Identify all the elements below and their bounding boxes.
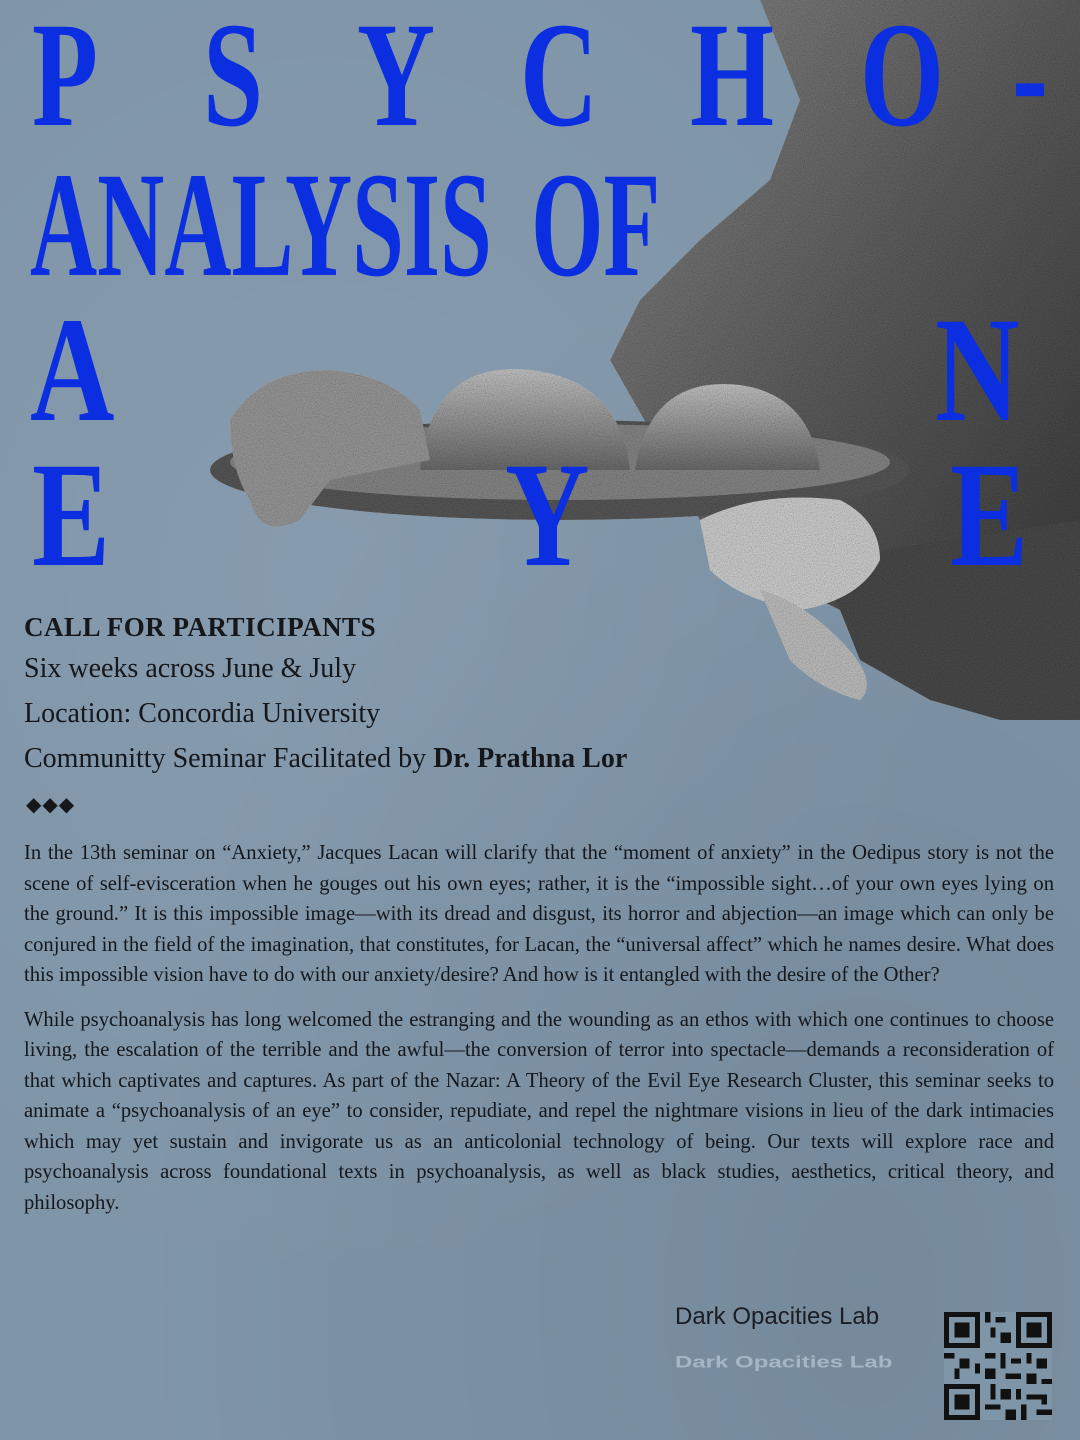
title-letter-n: N [935, 287, 1020, 453]
description [24, 838, 1054, 1232]
facilitator-prefix: Communitty Seminar Facilitated by [24, 743, 434, 774]
title-letter-c: C [520, 0, 598, 158]
lab-name: Dark Opacities Lab [675, 1303, 880, 1330]
location-line: Location: Concordia University [24, 698, 381, 729]
paragraph-1: In the 13th seminar on “Anxiety,” Jacques Lacan will clarify that the “moment of anxiety” in the Oedipus story is not the scene of self-evisceration when he gouges out his own eyes; rather, it is the “impossible sight…of your own eyes lying on the ground.” It is this impossible image—with its dread and disgust, its horror and abjection—an image which can only be conjured in the field of the imagination, that constitutes, for Lacan, the “universal affect” which he names desire. What does this impossible vision have to do with our anxiety/desire? And how is it entangled with the desire of the Other? [24, 842, 1054, 986]
title-letter-s: S [203, 0, 264, 158]
title-letter-h: H [690, 0, 775, 158]
diamond-divider: ◆◆◆ [26, 794, 76, 816]
call-heading: CALL FOR PARTICIPANTS [24, 612, 377, 642]
title-letter-a: A [30, 287, 115, 453]
title-hyphen: - [1012, 0, 1048, 158]
facilitator-name: Dr. Prathna Lor [433, 743, 628, 774]
title-letter-e: E [32, 432, 111, 598]
title-letter-y2: Y [505, 432, 590, 598]
title-letter-o: O [860, 0, 945, 158]
qr-code-icon[interactable] [944, 1312, 1052, 1420]
dates-line: Six weeks across June & July [24, 653, 357, 684]
event-info [24, 612, 724, 784]
title-letter-p: P [32, 0, 98, 158]
paragraph-2: While psychoanalysis has long welcomed the estranging and the wounding as an ethos with which one continues to choose living, the escalation of the terrible and the awful—the conversion of terror into spectacle—demands a reconsideration of that which captivates and captures. As part of the Nazar: A Theory of the Evil Eye Research Cluster, this seminar seeks to animate a “psychoanalysis of an eye” to consider, repudiate, and repel the nightmare visions in lieu of the dark intimacies which may yet sustain and invigorate us as an anticolonial technology of being. Our texts will explore race and psychoanalysis across foundational texts in psychoanalysis, as well as black studies, aesthetics, critical theory, and philosophy. [24, 1008, 1054, 1214]
title-letter-y: Y [357, 0, 435, 158]
title-letter-e2: E [950, 432, 1029, 598]
facilitator-line [24, 739, 724, 779]
lab-name-echo: Dark Opacities Lab [675, 1353, 893, 1372]
title-row-2: ANALYSIS OF [30, 142, 661, 308]
